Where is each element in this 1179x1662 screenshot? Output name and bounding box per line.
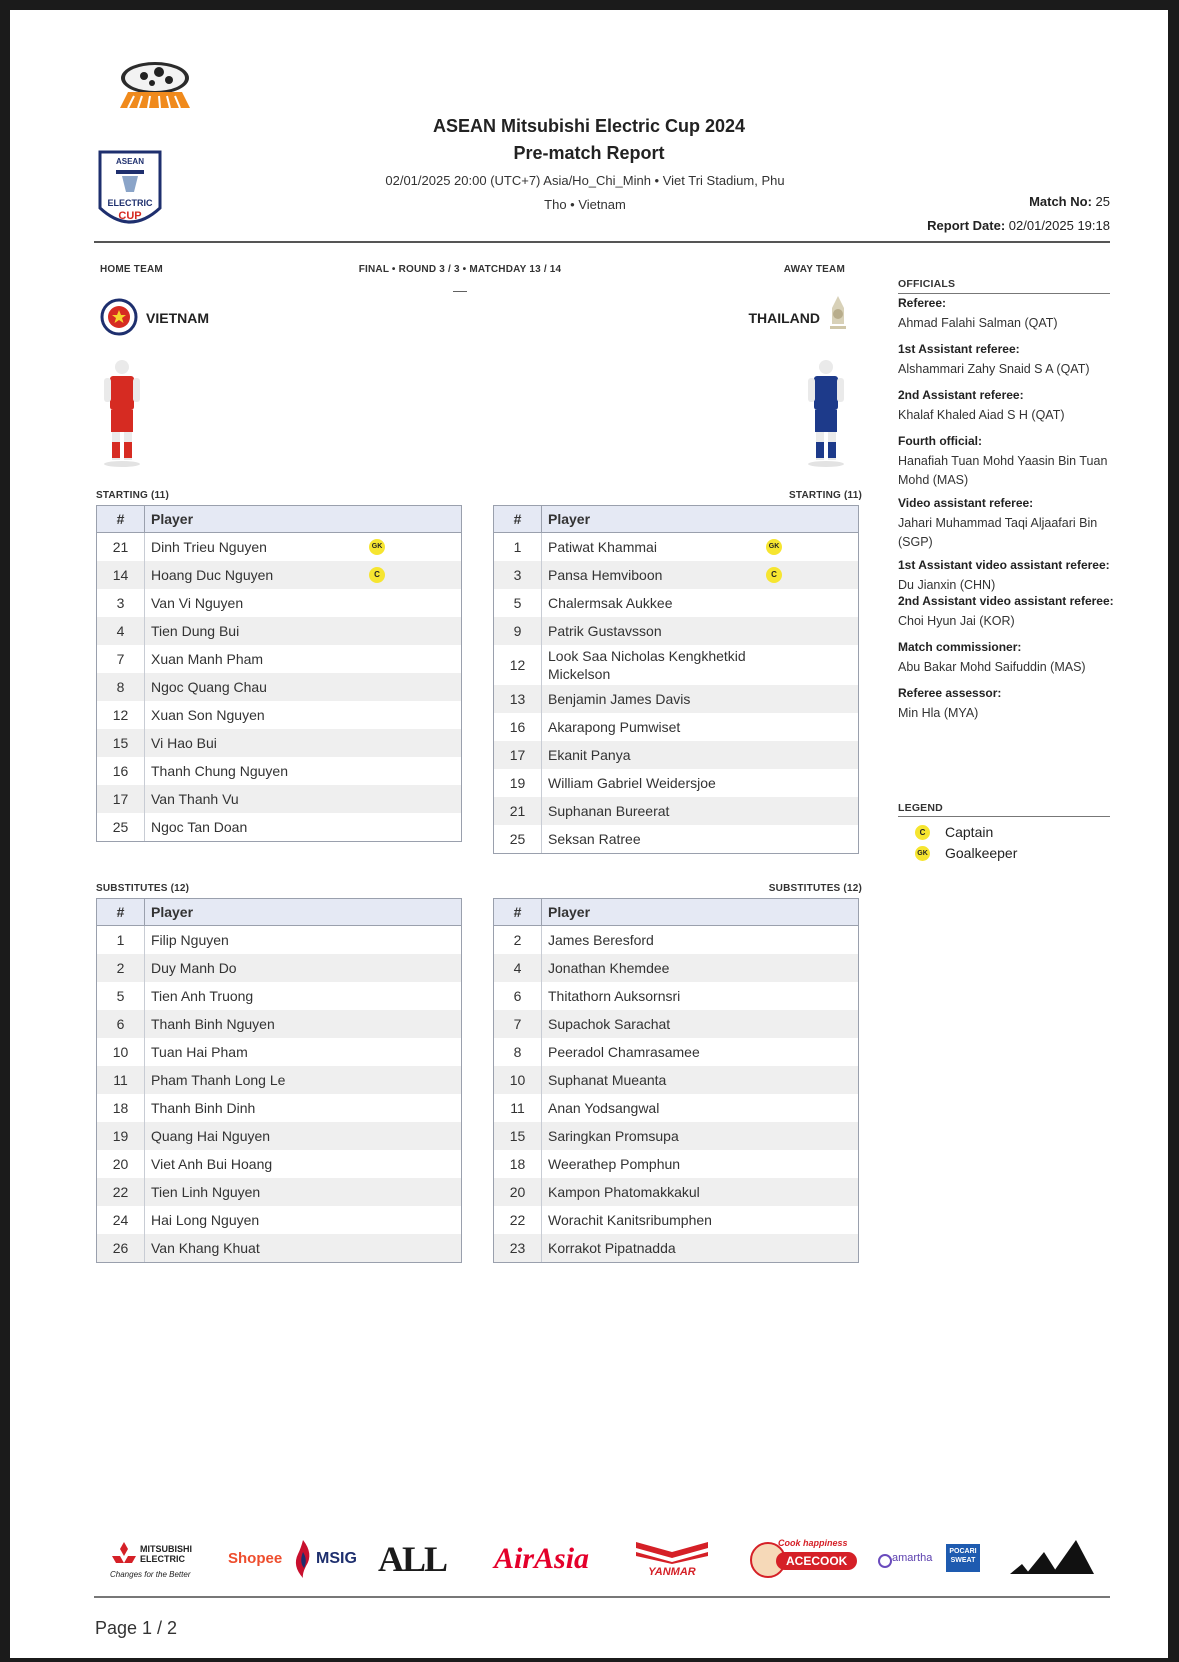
match-no-value: 25 bbox=[1095, 194, 1110, 209]
player-number: 13 bbox=[494, 685, 542, 713]
player-name: Thanh Chung Nguyen bbox=[151, 763, 288, 779]
home-starting-col-num: # bbox=[97, 506, 145, 533]
sponsor-airasia: AirAsia bbox=[494, 1542, 590, 1575]
player-number: 5 bbox=[97, 982, 145, 1010]
away-starting-col-player: Player bbox=[542, 506, 859, 533]
player-number: 1 bbox=[97, 926, 145, 955]
player-number: 3 bbox=[97, 589, 145, 617]
player-name: Quang Hai Nguyen bbox=[151, 1128, 271, 1144]
player-number: 22 bbox=[494, 1206, 542, 1234]
sponsor-mitsubishi bbox=[110, 1540, 214, 1582]
mitsubishi-diamonds-icon bbox=[110, 1542, 138, 1568]
datetime-venue-line1: 02/01/2025 20:00 (UTC+7) Asia/Ho_Chi_Minh • Viet Tri Stadium, Phu bbox=[385, 173, 785, 188]
player-number: 4 bbox=[494, 954, 542, 982]
legend-divider bbox=[898, 816, 1110, 817]
home-subs-col-num: # bbox=[97, 899, 145, 926]
away-subs-row bbox=[494, 1206, 859, 1234]
player-name: Look Saa Nicholas Kengkhetkid Mickelson bbox=[548, 648, 746, 682]
round-info: FINAL • ROUND 3 / 3 • MATCHDAY 13 / 14 bbox=[358, 264, 562, 275]
home-starting-row bbox=[97, 785, 462, 813]
player-name: Jonathan Khemdee bbox=[548, 960, 670, 976]
player-number: 4 bbox=[97, 617, 145, 645]
match-no-label: Match No: bbox=[1029, 194, 1092, 209]
away-starting-row bbox=[494, 825, 859, 854]
player-number: 2 bbox=[97, 954, 145, 982]
goalkeeper-badge-icon: GK bbox=[766, 539, 782, 555]
player-name: James Beresford bbox=[548, 932, 654, 948]
player-name: Chalermsak Aukkee bbox=[548, 595, 673, 611]
home-kit-icon bbox=[102, 358, 142, 468]
player-number: 11 bbox=[494, 1094, 542, 1122]
player-name: Korrakot Pipatnadda bbox=[548, 1240, 676, 1256]
player-name: William Gabriel Weidersjoe bbox=[548, 775, 716, 791]
player-name: Thanh Binh Dinh bbox=[151, 1100, 256, 1116]
player-number: 16 bbox=[97, 757, 145, 785]
player-name: Van Vi Nguyen bbox=[151, 595, 244, 611]
official-name: Du Jianxin (CHN) bbox=[898, 578, 996, 592]
player-name: Viet Anh Bui Hoang bbox=[151, 1156, 273, 1172]
home-subs-row bbox=[97, 1066, 462, 1094]
player-name: Van Khang Khuat bbox=[151, 1240, 260, 1256]
player-number: 19 bbox=[494, 769, 542, 797]
player-name: Duy Manh Do bbox=[151, 960, 237, 976]
player-number: 26 bbox=[97, 1234, 145, 1263]
player-name: Hai Long Nguyen bbox=[151, 1212, 260, 1228]
sponsor-all: ALL bbox=[378, 1539, 447, 1579]
home-team-label: HOME TEAM bbox=[100, 264, 163, 275]
cup-logo-cup: CUP bbox=[118, 210, 142, 222]
player-number: 10 bbox=[494, 1066, 542, 1094]
official-name: Choi Hyun Jai (KOR) bbox=[898, 614, 1015, 628]
report-page bbox=[10, 10, 1168, 1658]
score-placeholder: — bbox=[453, 282, 467, 298]
player-name: Van Thanh Vu bbox=[151, 791, 239, 807]
home-subs-row bbox=[97, 1010, 462, 1038]
player-number: 20 bbox=[97, 1150, 145, 1178]
away-subs-row bbox=[494, 1066, 859, 1094]
home-starting-row bbox=[97, 729, 462, 757]
player-name: Tien Linh Nguyen bbox=[151, 1184, 261, 1200]
away-kit-sock-left bbox=[816, 442, 824, 458]
player-name: Xuan Manh Pham bbox=[151, 651, 264, 667]
cup-logo-asean: ASEAN bbox=[115, 157, 144, 166]
header-divider bbox=[94, 241, 1110, 243]
mitsubishi-tagline: Changes for the Better bbox=[110, 1570, 191, 1579]
sponsor-amartha: amartha bbox=[892, 1552, 933, 1564]
player-name: Seksan Ratree bbox=[548, 831, 641, 847]
sponsor-acecook: ACECOOK bbox=[776, 1552, 857, 1570]
amartha-logo-icon bbox=[878, 1554, 892, 1568]
thailand-crest-icon bbox=[826, 294, 850, 336]
home-kit-shorts bbox=[111, 410, 133, 432]
away-starting-row bbox=[494, 589, 859, 617]
player-number: 18 bbox=[97, 1094, 145, 1122]
home-kit-sock-left bbox=[112, 442, 120, 458]
official-role: 1st Assistant video assistant referee: bbox=[898, 558, 1110, 572]
away-kit-shirt bbox=[814, 376, 838, 410]
report-title: Pre-match Report bbox=[513, 143, 665, 163]
away-subs-col-player: Player bbox=[542, 899, 859, 926]
footer-divider bbox=[94, 1596, 1110, 1598]
datetime-venue-line2: Tho • Vietnam bbox=[544, 197, 626, 212]
official-name: Hanafiah Tuan Mohd Yaasin Bin Tuan Mohd (MAS) bbox=[898, 454, 1108, 487]
player-name: Dinh Trieu Nguyen bbox=[151, 539, 267, 555]
home-subs-row bbox=[97, 926, 462, 955]
away-subs-row bbox=[494, 1010, 859, 1038]
home-starting-label: STARTING (11) bbox=[96, 490, 169, 501]
player-number: 8 bbox=[494, 1038, 542, 1066]
home-team-name: VIETNAM bbox=[146, 310, 209, 326]
player-number: 18 bbox=[494, 1150, 542, 1178]
away-subs-row bbox=[494, 926, 859, 955]
player-number: 16 bbox=[494, 713, 542, 741]
home-starting-row bbox=[97, 589, 462, 617]
player-number: 22 bbox=[97, 1178, 145, 1206]
away-starting-label: STARTING (11) bbox=[789, 490, 862, 501]
svg-text:ELECTRIC: ELECTRIC bbox=[107, 198, 153, 208]
player-name: Pham Thanh Long Le bbox=[151, 1072, 286, 1088]
player-number: 6 bbox=[494, 982, 542, 1010]
player-number: 25 bbox=[494, 825, 542, 854]
home-starting-table bbox=[96, 505, 462, 842]
away-starting-row bbox=[494, 713, 859, 741]
page-number: Page 1 / 2 bbox=[95, 1618, 178, 1638]
player-number: 2 bbox=[494, 926, 542, 955]
player-number: 23 bbox=[494, 1234, 542, 1263]
player-number: 25 bbox=[97, 813, 145, 842]
sponsor-yanmar: YANMAR bbox=[648, 1566, 696, 1578]
player-name: Patrik Gustavsson bbox=[548, 623, 662, 639]
player-name: Tien Anh Truong bbox=[151, 988, 254, 1004]
player-name: Kampon Phatomakkakul bbox=[548, 1184, 700, 1200]
player-number: 5 bbox=[494, 589, 542, 617]
player-number: 7 bbox=[97, 645, 145, 673]
player-number: 17 bbox=[494, 741, 542, 769]
home-subs-row bbox=[97, 1178, 462, 1206]
report-date-label: Report Date: bbox=[927, 218, 1006, 233]
official-name: Ahmad Falahi Salman (QAT) bbox=[898, 316, 1058, 330]
sponsor-msig: MSIG bbox=[316, 1550, 357, 1567]
player-name: Akarapong Pumwiset bbox=[548, 719, 681, 735]
player-name: Patiwat Khammai bbox=[548, 539, 657, 555]
player-number: 6 bbox=[97, 1010, 145, 1038]
sponsor-shopee: Shopee bbox=[228, 1550, 283, 1567]
player-number: 21 bbox=[97, 533, 145, 562]
player-number: 15 bbox=[494, 1122, 542, 1150]
home-subs-row bbox=[97, 1122, 462, 1150]
player-number: 20 bbox=[494, 1178, 542, 1206]
home-subs-row bbox=[97, 1094, 462, 1122]
player-name: Ekanit Panya bbox=[548, 747, 631, 763]
player-name: Xuan Son Nguyen bbox=[151, 707, 265, 723]
home-starting-rows bbox=[97, 533, 462, 842]
legend-goalkeeper: Goalkeeper bbox=[945, 845, 1018, 861]
player-name: Anan Yodsangwal bbox=[548, 1100, 660, 1116]
official-role: Match commissioner: bbox=[898, 640, 1022, 654]
home-starting-row bbox=[97, 645, 462, 673]
official-role: 2nd Assistant video assistant referee: bbox=[898, 594, 1114, 608]
player-number: 3 bbox=[494, 561, 542, 589]
report-date bbox=[890, 218, 1110, 233]
away-subs-label: SUBSTITUTES (12) bbox=[768, 883, 862, 894]
captain-badge-icon: C bbox=[915, 825, 930, 840]
yanmar-logo-icon bbox=[634, 1538, 710, 1564]
official-role: Video assistant referee: bbox=[898, 496, 1034, 510]
adidas-logo-icon bbox=[1010, 1530, 1100, 1574]
player-number: 12 bbox=[494, 645, 542, 685]
official-role: 2nd Assistant referee: bbox=[898, 388, 1024, 402]
home-subs-row bbox=[97, 1038, 462, 1066]
aff-logo-icon bbox=[114, 58, 196, 110]
player-number: 21 bbox=[494, 797, 542, 825]
player-name: Tien Dung Bui bbox=[151, 623, 240, 639]
player-number: 24 bbox=[97, 1206, 145, 1234]
player-number: 17 bbox=[97, 785, 145, 813]
away-subs-row bbox=[494, 1234, 859, 1263]
player-name: Pansa Hemviboon bbox=[548, 567, 663, 583]
away-starting-row bbox=[494, 797, 859, 825]
msig-flame-icon bbox=[292, 1538, 314, 1578]
captain-badge-icon: C bbox=[766, 567, 782, 583]
goalkeeper-badge-icon: GK bbox=[369, 539, 385, 555]
away-subs-row bbox=[494, 1122, 859, 1150]
player-name: Suphanan Bureerat bbox=[548, 803, 670, 819]
player-number: 1 bbox=[494, 533, 542, 562]
home-subs-row bbox=[97, 954, 462, 982]
away-team-label: AWAY TEAM bbox=[783, 264, 845, 275]
away-subs-row bbox=[494, 954, 859, 982]
away-subs-col-num: # bbox=[494, 899, 542, 926]
official-name: Jahari Muhammad Taqi Aljaafari Bin (SGP) bbox=[898, 516, 1098, 549]
official-role: Fourth official: bbox=[898, 434, 982, 448]
player-number: 12 bbox=[97, 701, 145, 729]
player-name: Benjamin James Davis bbox=[548, 691, 691, 707]
away-kit-icon bbox=[806, 358, 846, 468]
mitsubishi-text: MITSUBISHI ELECTRIC bbox=[140, 1544, 193, 1564]
officials-divider bbox=[898, 293, 1110, 294]
away-starting-row bbox=[494, 617, 859, 645]
home-starting-col-player: Player bbox=[145, 506, 462, 533]
away-subs-rows bbox=[494, 926, 859, 1263]
player-name: Hoang Duc Nguyen bbox=[151, 567, 274, 583]
player-number: 9 bbox=[494, 617, 542, 645]
home-starting-row bbox=[97, 617, 462, 645]
player-name: Weerathep Pomphun bbox=[548, 1156, 681, 1172]
home-subs-row bbox=[97, 982, 462, 1010]
away-starting-row bbox=[494, 741, 859, 769]
player-name: Filip Nguyen bbox=[151, 932, 229, 948]
away-starting-row bbox=[494, 561, 859, 589]
player-name: Saringkan Promsupa bbox=[548, 1128, 679, 1144]
home-subs-rows bbox=[97, 926, 462, 1263]
home-starting-row bbox=[97, 701, 462, 729]
player-name: Vi Hao Bui bbox=[151, 735, 217, 751]
player-number: 19 bbox=[97, 1122, 145, 1150]
official-role: 1st Assistant referee: bbox=[898, 342, 1020, 356]
away-starting-rows bbox=[494, 533, 859, 854]
home-kit-sock-right bbox=[124, 442, 132, 458]
home-starting-row bbox=[97, 673, 462, 701]
sponsor-pocari: POCARI SWEAT bbox=[946, 1544, 980, 1572]
home-subs-col-player: Player bbox=[145, 899, 462, 926]
match-no bbox=[970, 194, 1110, 209]
away-subs-row bbox=[494, 1094, 859, 1122]
official-role: Referee assessor: bbox=[898, 686, 1002, 700]
player-name: Suphanat Mueanta bbox=[548, 1072, 667, 1088]
away-starting-row bbox=[494, 769, 859, 797]
player-name: Supachok Sarachat bbox=[548, 1016, 671, 1032]
goalkeeper-badge-icon: GK bbox=[915, 846, 930, 861]
player-name: Ngoc Quang Chau bbox=[151, 679, 267, 695]
report-date-value: 02/01/2025 19:18 bbox=[1008, 218, 1110, 233]
player-number: 10 bbox=[97, 1038, 145, 1066]
official-name: Abu Bakar Mohd Saifuddin (MAS) bbox=[898, 660, 1086, 674]
home-subs-row bbox=[97, 1234, 462, 1263]
player-number: 8 bbox=[97, 673, 145, 701]
official-name: Khalaf Khaled Aiad S H (QAT) bbox=[898, 408, 1065, 422]
away-team-name: THAILAND bbox=[748, 310, 820, 326]
home-kit-shirt bbox=[110, 376, 134, 410]
official-name: Alshammari Zahy Snaid S A (QAT) bbox=[898, 362, 1090, 376]
player-name: Thanh Binh Nguyen bbox=[151, 1016, 275, 1032]
sponsor-acecook-tag: Cook happiness bbox=[778, 1538, 848, 1548]
official-name: Min Hla (MYA) bbox=[898, 706, 979, 720]
home-starting-row bbox=[97, 533, 462, 562]
away-subs-row bbox=[494, 1038, 859, 1066]
player-number: 7 bbox=[494, 1010, 542, 1038]
away-starting-row bbox=[494, 533, 859, 562]
player-number: 15 bbox=[97, 729, 145, 757]
away-subs-table bbox=[493, 898, 859, 1263]
player-name: Tuan Hai Pham bbox=[151, 1044, 248, 1060]
away-kit-shorts bbox=[815, 410, 837, 432]
away-kit-sock-right bbox=[828, 442, 836, 458]
away-subs-row bbox=[494, 982, 859, 1010]
away-starting-row bbox=[494, 645, 859, 685]
legend-captain: Captain bbox=[945, 824, 994, 840]
away-subs-row bbox=[494, 1178, 859, 1206]
home-starting-row bbox=[97, 757, 462, 785]
captain-badge-icon: C bbox=[369, 567, 385, 583]
competition-title: ASEAN Mitsubishi Electric Cup 2024 bbox=[432, 116, 746, 136]
official-role: Referee: bbox=[898, 296, 947, 310]
home-subs-row bbox=[97, 1206, 462, 1234]
away-starting-row bbox=[494, 685, 859, 713]
officials-title: OFFICIALS bbox=[898, 278, 956, 290]
home-subs-label: SUBSTITUTES (12) bbox=[96, 883, 190, 894]
player-name: Peeradol Chamrasamee bbox=[548, 1044, 700, 1060]
away-starting-table bbox=[493, 505, 859, 854]
home-starting-row bbox=[97, 813, 462, 842]
vietnam-crest-icon bbox=[100, 298, 138, 336]
player-number: 11 bbox=[97, 1066, 145, 1094]
home-subs-row bbox=[97, 1150, 462, 1178]
player-name: Thitathorn Auksornsri bbox=[548, 988, 681, 1004]
home-subs-table bbox=[96, 898, 462, 1263]
away-subs-row bbox=[494, 1150, 859, 1178]
player-number: 14 bbox=[97, 561, 145, 589]
player-name: Worachit Kanitsribumphen bbox=[548, 1212, 712, 1228]
legend-title: LEGEND bbox=[898, 802, 943, 814]
home-starting-row bbox=[97, 561, 462, 589]
away-starting-col-num: # bbox=[494, 506, 542, 533]
player-name: Ngoc Tan Doan bbox=[151, 819, 248, 835]
